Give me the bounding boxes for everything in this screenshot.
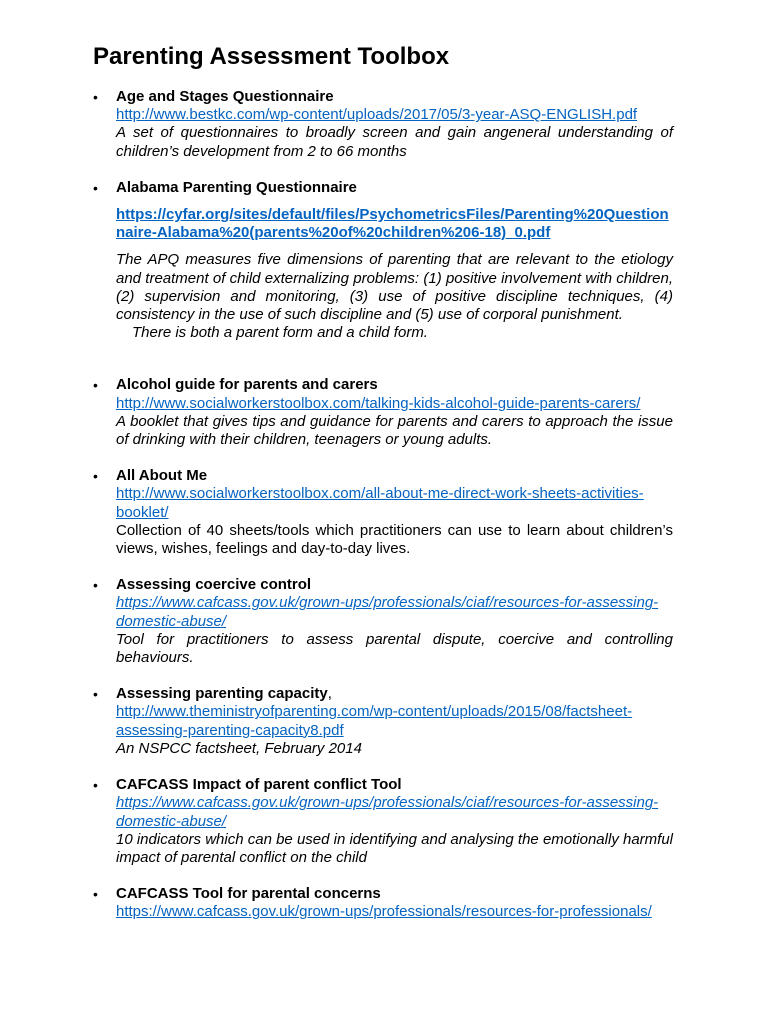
document-title: Parenting Assessment Toolbox <box>93 43 450 70</box>
list-item <box>93 776 673 867</box>
resource-title: All About Me <box>116 467 208 485</box>
bullet-icon: • <box>93 886 98 903</box>
list-item <box>93 576 673 667</box>
list-item <box>93 685 673 758</box>
resource-title: Age and Stages Questionnaire <box>116 88 334 105</box>
resource-link[interactable]: http://www.theministryofparenting.com/wp-content/uploads/2015/08/factsheet-assessing-parenting-capacity8.pdf <box>116 703 633 739</box>
bullet-icon: • <box>93 777 98 794</box>
resource-description-note: There is both a parent form and a child form. <box>132 324 428 342</box>
document-page <box>93 38 673 922</box>
list-item <box>93 179 673 343</box>
bullet-icon: • <box>93 468 98 485</box>
list-item <box>93 376 673 449</box>
resource-link[interactable]: https://cyfar.org/sites/default/files/PsychometricsFiles/Parenting%20Questionnaire-Alabama%20(parents%20of%20children%206-18)_0.pdf <box>116 206 669 242</box>
resource-title: Alabama Parenting Questionnaire <box>116 178 357 196</box>
bullet-icon: • <box>93 179 98 196</box>
bullet-icon: • <box>93 89 98 105</box>
resource-title: Alcohol guide for parents and carers <box>116 376 378 394</box>
resource-link[interactable]: https://www.cafcass.gov.uk/grown-ups/professionals/ciaf/resources-for-assessing-domestic-abuse/ <box>116 594 659 630</box>
resource-description: Collection of 40 sheets/tools which practitioners can use to learn about children’s views, wishes, feelings and day-to-day lives. <box>116 521 673 558</box>
resource-description: A set of questionnaires to broadly screen and gain angeneral understanding of children’s development from 2 to 66 months <box>116 124 673 160</box>
list-item <box>93 885 673 921</box>
resource-description: 10 indicators which can be used in identifying and analysing the emotionally harmful impact of parental conflict on the child <box>116 830 673 866</box>
resource-title: Assessing coercive control <box>116 576 312 594</box>
resource-description: Tool for practitioners to assess parental dispute, coercive and controlling behaviours. <box>116 630 673 667</box>
resource-link[interactable]: https://www.cafcass.gov.uk/grown-ups/professionals/resources-for-professionals/ <box>116 903 652 921</box>
resource-link[interactable]: http://www.socialworkerstoolbox.com/all-about-me-direct-work-sheets-activities-booklet/ <box>116 485 644 521</box>
resource-link[interactable]: http://www.bestkc.com/wp-content/uploads/2017/05/3-year-ASQ-ENGLISH.pdf <box>116 106 638 124</box>
resource-title-suffix: , <box>327 685 332 703</box>
bullet-icon: • <box>93 377 98 394</box>
resource-title: CAFCASS Impact of parent conflict Tool <box>116 776 402 794</box>
list-item <box>93 88 673 161</box>
list-item <box>93 467 673 558</box>
resource-description: A booklet that gives tips and guidance for parents and carers to approach the issue of drinking with their children, teenagers or young adults. <box>116 412 673 449</box>
bullet-icon: • <box>93 686 98 703</box>
bullet-icon: • <box>93 577 98 594</box>
resource-link[interactable]: https://www.cafcass.gov.uk/grown-ups/professionals/ciaf/resources-for-assessing-domestic-abuse/ <box>116 794 659 830</box>
resource-title: CAFCASS Tool for parental concerns <box>116 885 381 903</box>
resource-description: An NSPCC factsheet, February 2014 <box>116 739 362 757</box>
resource-link[interactable]: http://www.socialworkerstoolbox.com/talking-kids-alcohol-guide-parents-carers/ <box>116 394 641 412</box>
resource-title: Assessing parenting capacity <box>116 685 328 703</box>
resource-list <box>93 88 673 922</box>
resource-description: The APQ measures five dimensions of parenting that are relevant to the etiology and treatment of child externalizing problems: (1) positive involvement with children, (2) supervision and monitoring, (3) use of positive discipline techniques, (4) consistency in the use of such discipline and (5) use of corporal punishment. <box>116 251 673 324</box>
